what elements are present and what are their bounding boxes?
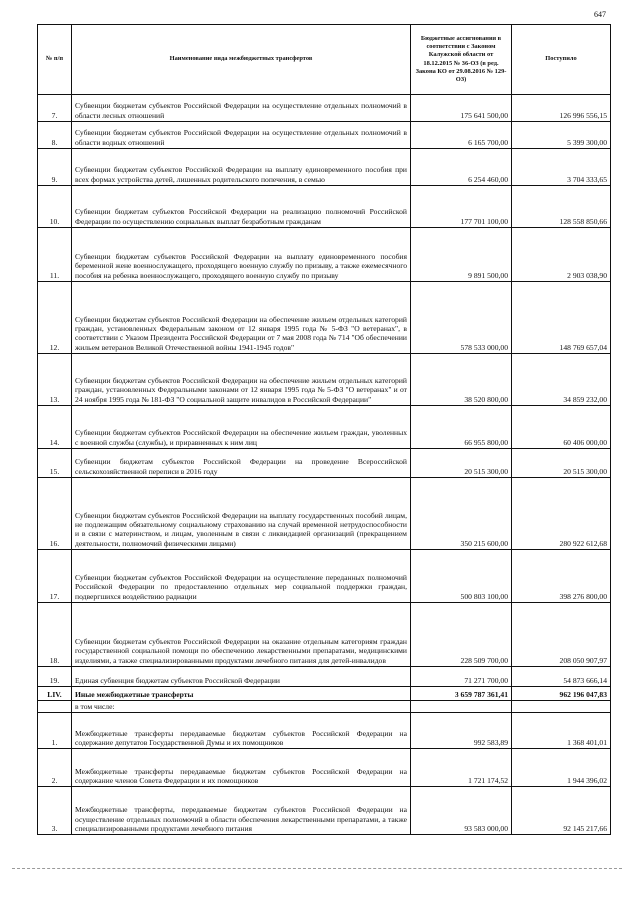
row-num: 1. (38, 713, 72, 749)
row-received: 60 406 000,00 (512, 406, 611, 449)
header-name: Наименование вида межбюджетных трансфертов (72, 25, 411, 95)
row-name: Субвенции бюджетам субъектов Российской Федерации на проведение Всероссийской сельскохозяйственной переписи в 2016 году (72, 449, 411, 478)
row-name: Субвенции бюджетам субъектов Российской Федерации на оказание отдельным категориям граждан государственной социальной помощи по обеспечению лекарственными препаратами, медицинскими изделиями, а также специализированными продуктами лечебного питания для детей-инвалидов (72, 603, 411, 667)
row-received: 1 944 396,02 (512, 749, 611, 787)
row-budget: 350 215 600,00 (411, 478, 512, 550)
row-name: Субвенции бюджетам субъектов Российской Федерации на выплату государственных пособий лицам, не подлежащим обязательному социальному страхованию на случай временной нетрудоспособности и в связи с материнством, и лицам, уволенным в связи с ликвидацией организаций (прекращением деятельности, полномочий физическими лицами) (72, 478, 411, 550)
row-num: 12. (38, 282, 72, 354)
subheader-text: в том числе: (72, 701, 411, 713)
row-num: 18. (38, 603, 72, 667)
row-name: Межбюджетные трансферты, передаваемые бюджетам субъектов Российской Федерации на осуществление отдельных полномочий в области обеспечения лекарственными препаратами, а также специализированными продуктами лечебного питания (72, 787, 411, 835)
row-num: 16. (38, 478, 72, 550)
row-num: 2. (38, 749, 72, 787)
row-name: Субвенции бюджетам субъектов Российской Федерации на обеспечение жильем отдельных категорий граждан, установленных Федеральными законами от 12 января 1995 года № 5-ФЗ "О ветеранах" и от 24 ноября 1995 года № 181-ФЗ "О социальной защите инвалидов в Российской Федерации" (72, 354, 411, 406)
row-name: Субвенции бюджетам субъектов Российской Федерации на обеспечение жильем отдельных категорий граждан, установленных Федеральным законом от 12 января 1995 года № 5-ФЗ "О ветеранах", в соответствии с Указом Президента Российской Федерации от 7 мая 2008 года № 714 "Об обеспечении жильем ветеранов Великой Отечественной войны 1941-1945 годов" (72, 282, 411, 354)
row-received: 54 873 666,14 (512, 667, 611, 687)
row-received: 398 276 800,00 (512, 550, 611, 603)
row-received: 1 368 401,01 (512, 713, 611, 749)
row-received: 128 558 850,66 (512, 186, 611, 228)
row-num: 10. (38, 186, 72, 228)
table-row (38, 282, 611, 354)
row-num: 15. (38, 449, 72, 478)
row-name: Межбюджетные трансферты передаваемые бюджетам субъектов Российской Федерации на содержание депутатов Государственной Думы и их помощников (72, 713, 411, 749)
section-num: LIV. (38, 687, 72, 701)
row-budget: 6 254 460,00 (411, 149, 512, 186)
row-received: 280 922 612,68 (512, 478, 611, 550)
row-received: 2 903 038,90 (512, 228, 611, 282)
row-name: Субвенции бюджетам субъектов Российской Федерации на выплату единовременного пособия при всех формах устройства детей, лишенных родительского попечения, в семью (72, 149, 411, 186)
row-name: Субвенции бюджетам субъектов Российской Федерации на обеспечение жильем граждан, уволенных с военной службы (службы), и приравненных к ним лиц (72, 406, 411, 449)
header-budget: Бюджетные ассигнования в соответствии с Законом Калужской области от 18.12.2015 № 36-ОЗ (в ред. Закона КО от 29.08.2016 № 129-ОЗ) (411, 25, 512, 95)
table-row (38, 186, 611, 228)
section-budget: 3 659 787 361,41 (411, 687, 512, 701)
row-name: Субвенции бюджетам субъектов Российской Федерации на осуществление отдельных полномочий в области водных отношений (72, 122, 411, 149)
section-name: Иные межбюджетные трансферты (72, 687, 411, 701)
table-row (38, 667, 611, 687)
header-received: Поступило (512, 25, 611, 95)
row-received: 92 145 217,66 (512, 787, 611, 835)
row-budget: 177 701 100,00 (411, 186, 512, 228)
table-row (38, 122, 611, 149)
scan-footer-line (12, 868, 622, 869)
subheader-received-cell (512, 701, 611, 713)
row-num: 9. (38, 149, 72, 186)
table-row (38, 550, 611, 603)
row-budget: 228 509 700,00 (411, 603, 512, 667)
row-budget: 992 583,89 (411, 713, 512, 749)
table-row (38, 354, 611, 406)
table-row (38, 749, 611, 787)
row-received: 34 859 232,00 (512, 354, 611, 406)
row-name: Межбюджетные трансферты передаваемые бюджетам субъектов Российской Федерации на содержание членов Совета Федерации и их помощников (72, 749, 411, 787)
table-row (38, 787, 611, 835)
row-received: 208 050 907,97 (512, 603, 611, 667)
row-name: Единая субвенция бюджетам субъектов Российской Федерации (72, 667, 411, 687)
row-received: 5 399 300,00 (512, 122, 611, 149)
table-row (38, 713, 611, 749)
row-budget: 6 165 700,00 (411, 122, 512, 149)
table-row (38, 603, 611, 667)
row-budget: 66 955 800,00 (411, 406, 512, 449)
row-budget: 500 803 100,00 (411, 550, 512, 603)
table-row (38, 478, 611, 550)
row-budget: 38 520 800,00 (411, 354, 512, 406)
row-budget: 20 515 300,00 (411, 449, 512, 478)
row-received: 3 704 333,65 (512, 149, 611, 186)
table-row (38, 406, 611, 449)
header-num: № п/п (38, 25, 72, 95)
table-row (38, 449, 611, 478)
transfers-table (37, 24, 611, 835)
row-num: 13. (38, 354, 72, 406)
row-num: 19. (38, 667, 72, 687)
table-row (38, 228, 611, 282)
table-row (38, 95, 611, 122)
row-budget: 175 641 500,00 (411, 95, 512, 122)
row-budget: 578 533 000,00 (411, 282, 512, 354)
subheader-budget-cell (411, 701, 512, 713)
row-num: 7. (38, 95, 72, 122)
row-budget: 93 583 000,00 (411, 787, 512, 835)
row-received: 148 769 657,04 (512, 282, 611, 354)
row-num: 17. (38, 550, 72, 603)
table-body (38, 95, 611, 835)
subheader-row (38, 701, 611, 713)
row-name: Субвенции бюджетам субъектов Российской Федерации на осуществление отдельных полномочий в области лесных отношений (72, 95, 411, 122)
table-header-row (38, 25, 611, 95)
page-number: 647 (594, 10, 606, 19)
row-budget: 71 271 700,00 (411, 667, 512, 687)
row-num: 3. (38, 787, 72, 835)
row-num: 11. (38, 228, 72, 282)
row-received: 20 515 300,00 (512, 449, 611, 478)
row-name: Субвенции бюджетам субъектов Российской Федерации на осуществление переданных полномочий Российской Федерации по предоставлению отдельных мер социальной поддержки граждан, подвергшихся воздействию радиации (72, 550, 411, 603)
row-budget: 9 891 500,00 (411, 228, 512, 282)
row-num: 14. (38, 406, 72, 449)
row-budget: 1 721 174,52 (411, 749, 512, 787)
subheader-num-cell (38, 701, 72, 713)
row-received: 126 996 556,15 (512, 95, 611, 122)
row-name: Субвенции бюджетам субъектов Российской Федерации на выплату единовременного пособия беременной жене военнослужащего, проходящего военную службу по призыву, а также ежемесячного пособия на ребенка военнослужащего, проходящего военную службу по призыву (72, 228, 411, 282)
row-name: Субвенции бюджетам субъектов Российской Федерации на реализацию полномочий Российской Федерации по осуществлению социальных выплат безработным гражданам (72, 186, 411, 228)
section-received: 962 196 047,83 (512, 687, 611, 701)
row-num: 8. (38, 122, 72, 149)
table-row (38, 149, 611, 186)
section-total-row (38, 687, 611, 701)
